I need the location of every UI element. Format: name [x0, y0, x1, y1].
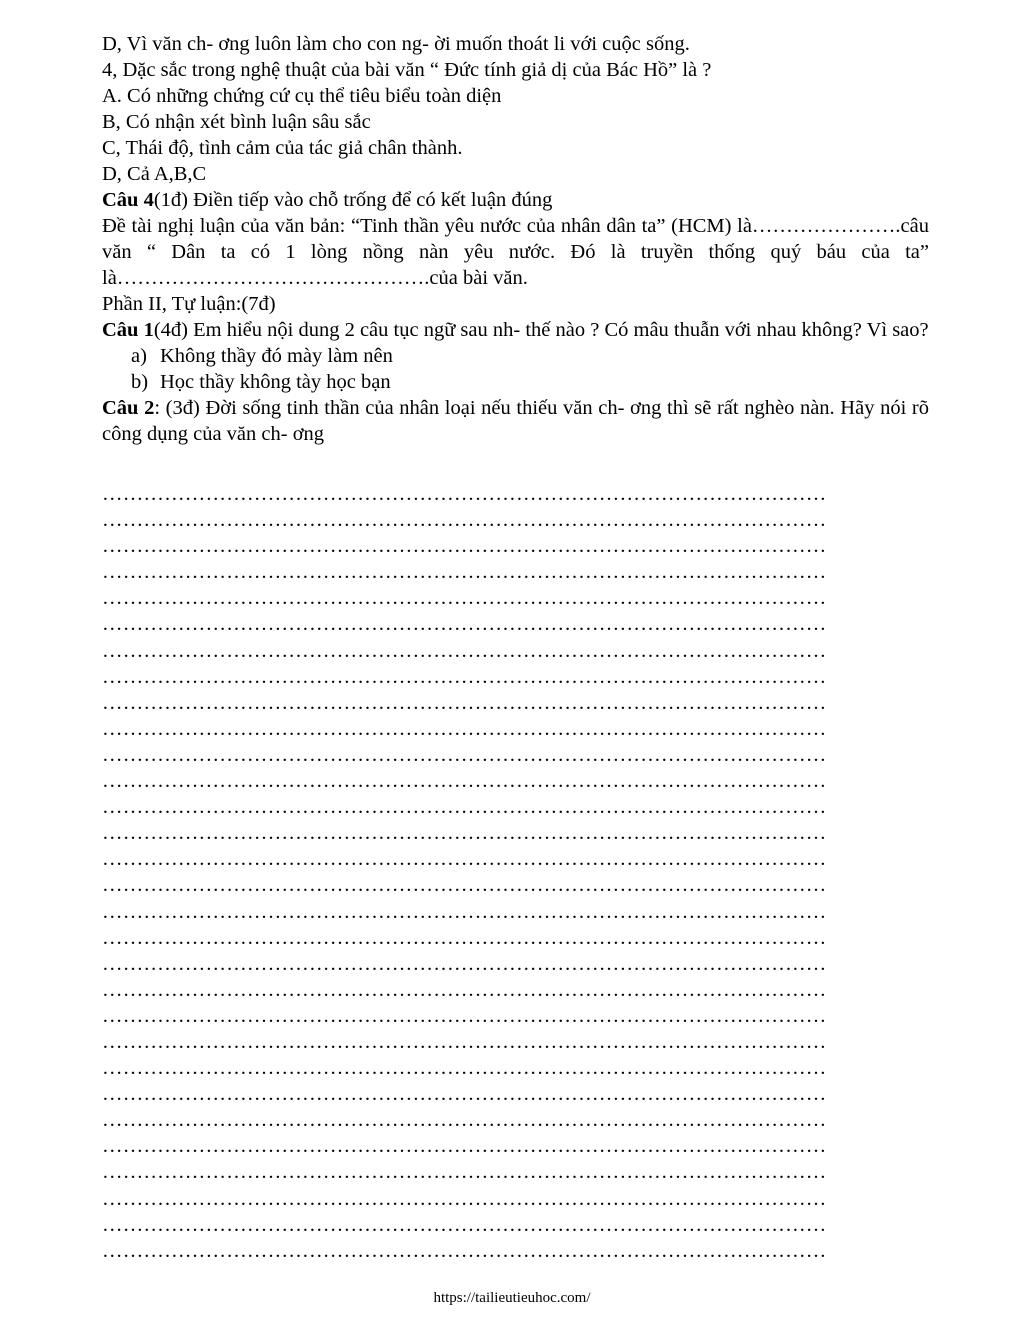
answer-lines-area [102, 481, 929, 1264]
answer-line: …………………………………………………………………………………………… [102, 561, 827, 584]
cau2-question [102, 395, 929, 447]
option-b-text: B, Có nhận xét bình luận sâu sắc [102, 111, 371, 133]
part2-heading: Phần II, Tự luận:(7đ) [102, 293, 276, 315]
proverb-text-a: Không thầy đó mày làm nên [160, 345, 393, 367]
answer-line: …………………………………………………………………………………………… [102, 770, 827, 793]
option-a-text: A. Có những chứng cứ cụ thể tiêu biểu toàn diện [102, 85, 502, 107]
answer-line: …………………………………………………………………………………………… [102, 900, 827, 923]
answer-line: …………………………………………………………………………………………… [102, 717, 827, 740]
answer-line: …………………………………………………………………………………………… [102, 535, 827, 558]
answer-line: …………………………………………………………………………………………… [102, 639, 827, 662]
answer-line: …………………………………………………………………………………………… [102, 978, 827, 1001]
answer-line: …………………………………………………………………………………………… [102, 587, 827, 610]
answer-line: …………………………………………………………………………………………… [102, 848, 827, 871]
answer-line: …………………………………………………………………………………………… [102, 1239, 827, 1262]
answer-line: …………………………………………………………………………………………… [102, 1213, 827, 1236]
cau2-label: Câu 2 [102, 397, 155, 419]
answer-line: …………………………………………………………………………………………… [102, 1161, 827, 1184]
option-d-text: D, Vì văn ch- ơng luôn làm cho con ng- ời muốn thoát li với cuộc sống. [102, 33, 690, 55]
cau1-question [102, 317, 929, 343]
answer-line: …………………………………………………………………………………………… [102, 952, 827, 975]
proverb-item-a [102, 343, 929, 369]
answer-line: …………………………………………………………………………………………… [102, 691, 827, 714]
answer-line: …………………………………………………………………………………………… [102, 483, 827, 505]
answer-line: …………………………………………………………………………………………… [102, 1057, 827, 1080]
answer-line: …………………………………………………………………………………………… [102, 1030, 827, 1053]
cau4-paragraph: Đề tài nghị luận của văn bản: “Tinh thần yêu nước của nhân dân ta” (HCM) là………………….câu văn “ Dân ta có 1 lòng nồng nàn yêu nước. Đó là truyền thống quý báu của ta” là……………………………………….của bài văn. [102, 215, 929, 289]
answer-line: …………………………………………………………………………………………… [102, 665, 827, 688]
answer-line: …………………………………………………………………………………………… [102, 1135, 827, 1158]
answer-line: …………………………………………………………………………………………… [102, 509, 827, 532]
cau4-label: Câu 4 [102, 189, 154, 211]
cau1-label: Câu 1 [102, 319, 154, 341]
option-d-all-text: D, Cả A,B,C [102, 163, 207, 185]
answer-line: …………………………………………………………………………………………… [102, 1187, 827, 1210]
answer-line: …………………………………………………………………………………………… [102, 926, 827, 949]
proverb-marker-b: b) [131, 371, 149, 393]
cau4-heading [102, 187, 929, 213]
proverb-text-b: Học thầy không tày học bạn [160, 371, 391, 393]
document-body [102, 31, 929, 447]
answer-line: …………………………………………………………………………………………… [102, 796, 827, 819]
cau2-text: : (3đ) Đời sống tinh thần của nhân loại nếu thiếu văn ch- ơng thì sẽ rất nghèo nàn. Hãy nói rõ công dụng của văn ch- ơng [102, 397, 929, 445]
footer-url: https://tailieutieuhoc.com/ [433, 1290, 591, 1306]
option-c-text: C, Thái độ, tình cảm của tác giả chân thành. [102, 137, 463, 159]
answer-line: …………………………………………………………………………………………… [102, 822, 827, 845]
proverb-marker-a: a) [131, 345, 147, 367]
question-4-text: 4, Dặc sắc trong nghệ thuật của bài văn “ Đức tính giả dị của Bác Hồ” là ? [102, 59, 712, 81]
proverb-item-b [102, 369, 929, 395]
answer-line: …………………………………………………………………………………………… [102, 874, 827, 897]
answer-line: …………………………………………………………………………………………… [102, 1109, 827, 1132]
answer-line: …………………………………………………………………………………………… [102, 1083, 827, 1106]
cau1-text: (4đ) Em hiểu nội dung 2 câu tục ngữ sau nh- thế nào ? Có mâu thuẫn với nhau không? Vì sao? [153, 319, 929, 341]
answer-line: …………………………………………………………………………………………… [102, 613, 827, 636]
answer-line: …………………………………………………………………………………………… [102, 1004, 827, 1027]
answer-line: …………………………………………………………………………………………… [102, 743, 827, 766]
cau4-heading-text: (1đ) Điền tiếp vào chỗ trống để có kết luận đúng [153, 189, 553, 211]
